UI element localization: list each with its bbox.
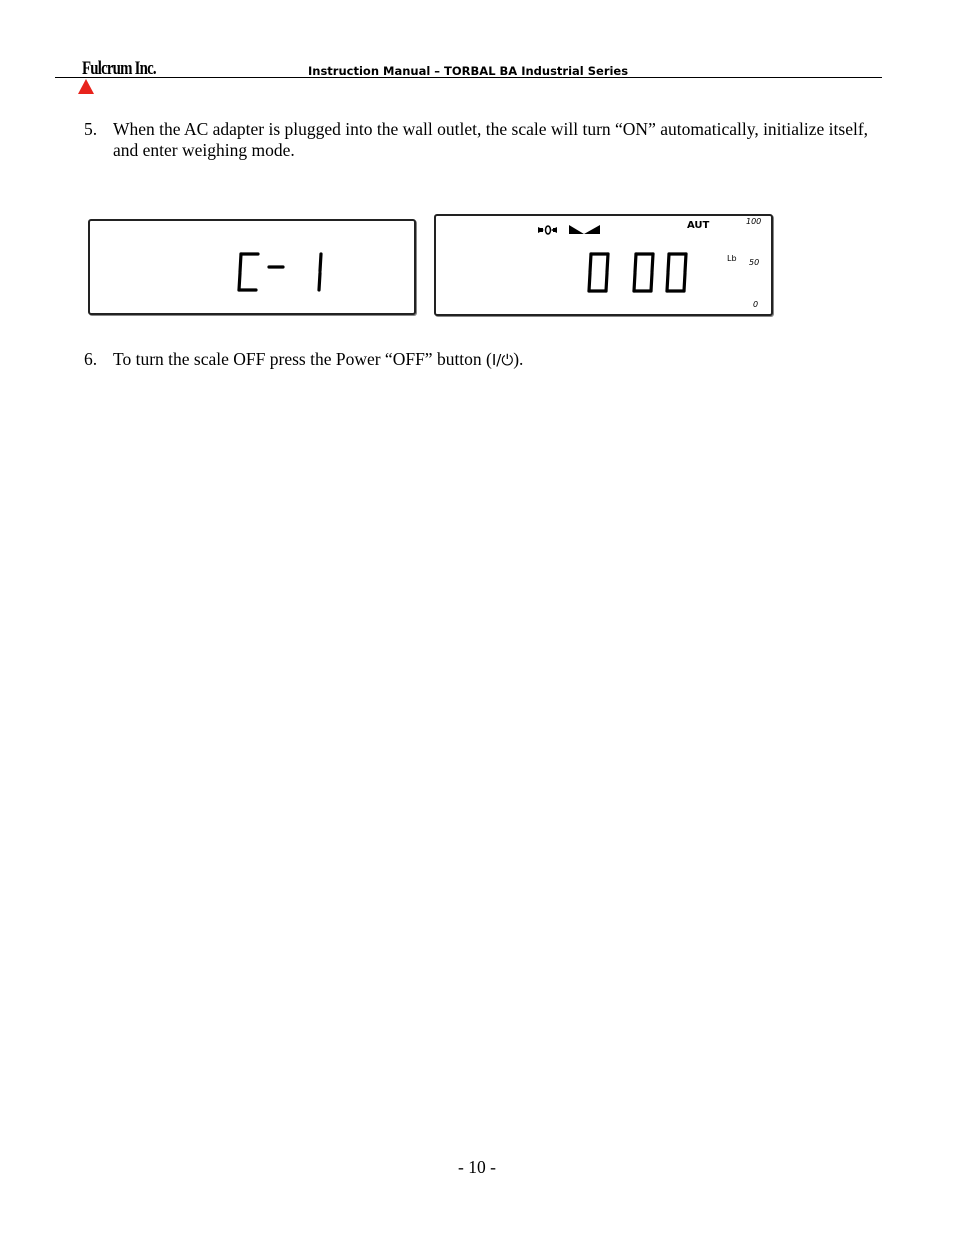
step-number: 5.: [84, 119, 98, 139]
step-number: 6.: [84, 349, 98, 369]
power-icon: I/⏻: [491, 351, 514, 369]
step-text: [113, 349, 523, 371]
unit-label: Lb: [727, 254, 737, 263]
step-text-after: ).: [513, 349, 524, 369]
scale-label-50: 50: [749, 258, 760, 267]
lcd-display-weighing: [434, 214, 773, 316]
logo-triangle-icon: [78, 79, 94, 94]
page-number: - 10 -: [458, 1157, 496, 1177]
stable-indicator-icon: [569, 225, 600, 234]
lcd-digits-weighing: [436, 216, 771, 314]
company-logo: Fulcrum Inc.: [82, 58, 156, 79]
header-title: Instruction Manual – TORBAL BA Industrial Series: [308, 64, 629, 78]
step-text: When the AC adapter is plugged into the wall outlet, the scale will turn “ON” automatically, initialize itself, and enter weighing mode.: [113, 119, 869, 160]
scale-label-100: 100: [746, 217, 762, 226]
header-divider: [55, 77, 882, 78]
lcd-display-init: [88, 219, 416, 315]
step-text-before: To turn the scale OFF press the Power “OFF” button (: [113, 349, 492, 369]
zero-indicator-icon: [538, 226, 557, 234]
auto-mode-label: AUT: [687, 220, 710, 231]
scale-label-0: 0: [753, 300, 759, 309]
lcd-digits-init: [90, 221, 414, 313]
